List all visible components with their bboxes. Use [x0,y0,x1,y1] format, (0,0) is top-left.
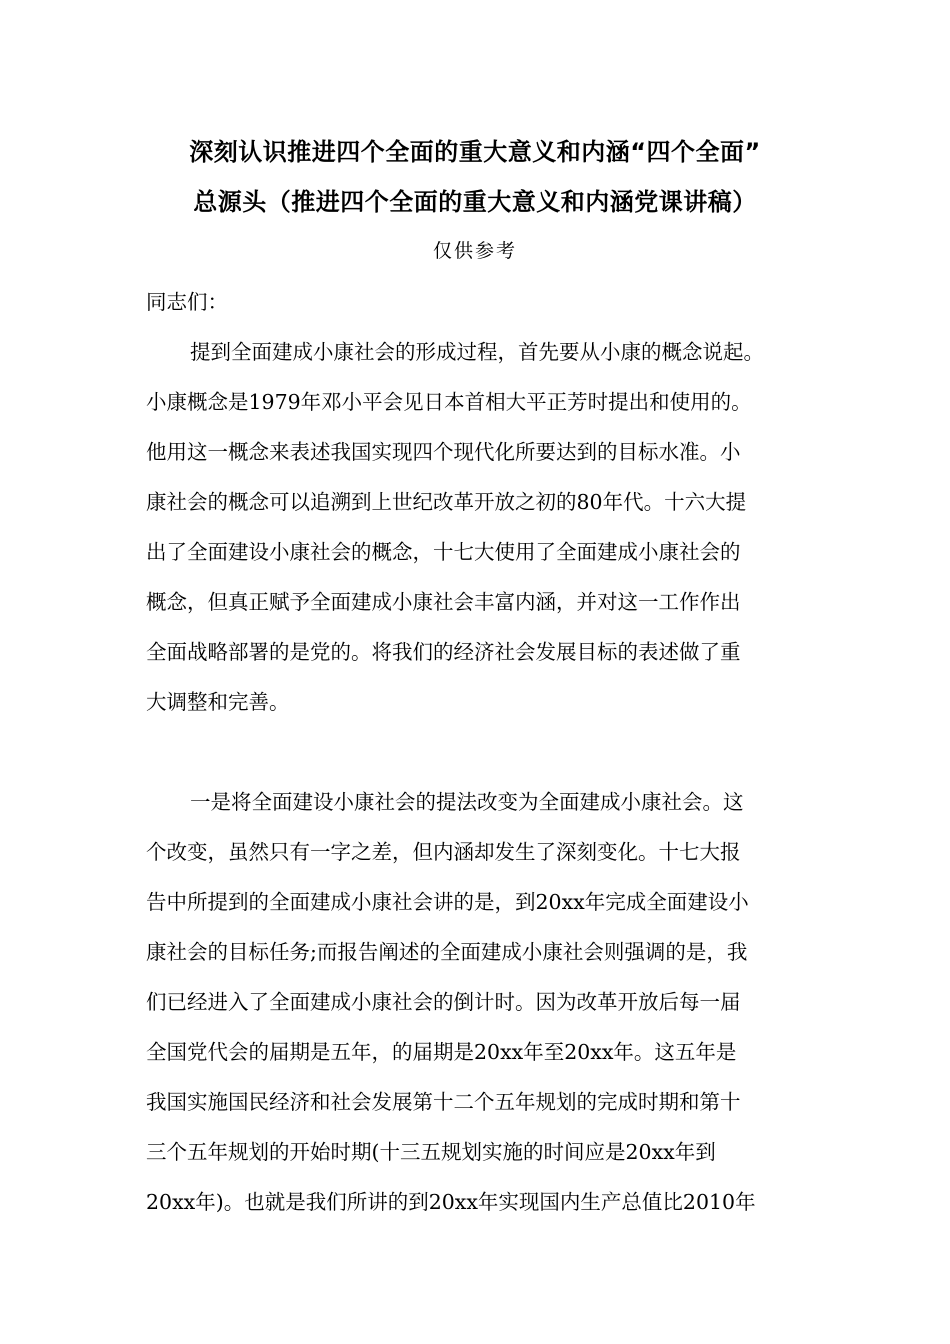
paragraph2-line: 个改变，虽然只有一字之差，但内涵却发生了深刻变化。十七大报 [146,840,741,864]
paragraph1-line: 全面战略部署的是党的。将我们的经济社会发展目标的表述做了重 [146,640,741,664]
paragraph2-line: 告中所提到的全面建成小康社会讲的是，到20xx年完成全面建设小 [146,890,749,914]
document-title-line-2: 总源头（推进四个全面的重大意义和内涵党课讲稿） [193,188,757,216]
paragraph2-line: 三个五年规划的开始时期(十三五规划实施的时间应是20xx年到 [146,1140,716,1164]
paragraph1-line: 提到全面建成小康社会的形成过程，首先要从小康的概念说起。 [190,340,764,364]
salutation: 同志们： [146,290,228,314]
paragraph2-line: 我国实施国民经济和社会发展第十二个五年规划的完成时期和第十 [146,1090,741,1114]
paragraph1-line: 康社会的概念可以追溯到上世纪改革开放之初的80年代。十六大提 [146,490,747,514]
paragraph2-line: 一是将全面建设小康社会的提法改变为全面建成小康社会。这 [190,790,744,814]
paragraph2-line: 全国党代会的届期是五年，的届期是20xx年至20xx年。这五年是 [146,1040,737,1064]
paragraph1-line: 出了全面建设小康社会的概念，十七大使用了全面建成小康社会的 [146,540,741,564]
paragraph1-line: 小康概念是1979年邓小平会见日本首相大平正芳时提出和使用的。 [146,390,752,414]
paragraph2-line: 康社会的目标任务;而报告阐述的全面建成小康社会则强调的是，我 [146,940,748,964]
document-title-line-1: 深刻认识推进四个全面的重大意义和内涵“四个全面” [189,138,761,166]
paragraph2-line: 们已经进入了全面建成小康社会的倒计时。因为改革开放后每一届 [146,990,741,1014]
paragraph2-line: 20xx年)。也就是我们所讲的到20xx年实现国内生产总值比2010年 [146,1190,756,1214]
document-subtitle: 仅供参考 [432,240,517,262]
paragraph1-line: 大调整和完善。 [146,690,290,714]
paragraph1-line: 概念，但真正赋予全面建成小康社会丰富内涵，并对这一工作作出 [146,590,741,614]
paragraph1-line: 他用这一概念来表述我国实现四个现代化所要达到的目标水准。小 [146,440,741,464]
